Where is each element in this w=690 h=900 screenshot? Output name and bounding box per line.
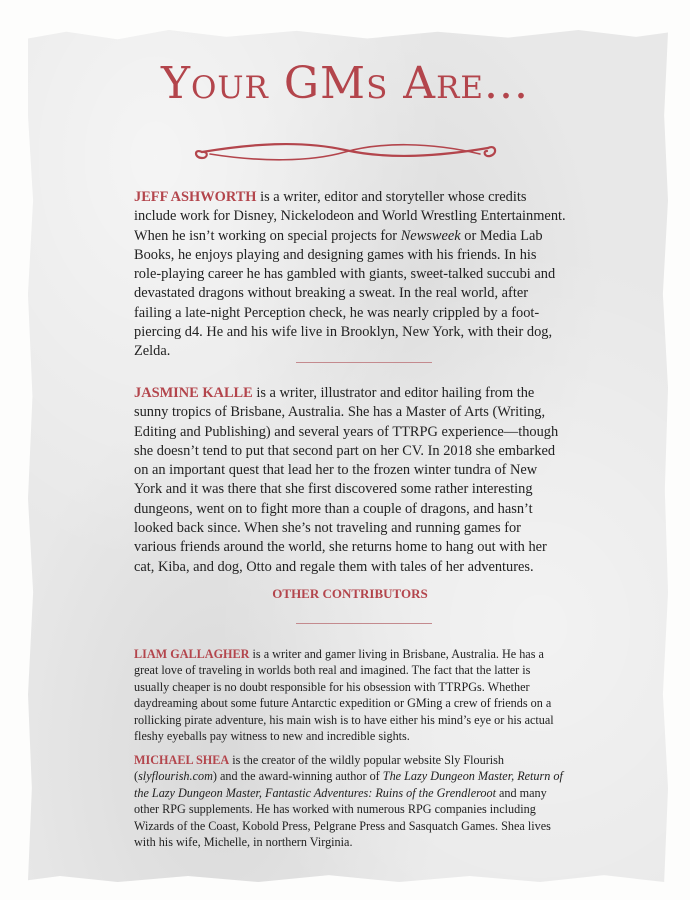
gm-bio-text: is a writer, illustrator and editor hailing from the sunny tropics of Brisbane, Australia. She has a Master of Arts (Writing, Editing and Publishing) and several years of TTRPG experience—though she doesn’t tend to put that second part on her CV. In 2018 she embarked on an important quest that lead her to the frozen winter tundra of New York and it was there that she first discovered some rather interesting dungeons, went on to fight more than a couple of dragons, and hasn’t looked back since. When she’s not traveling and running games for various friends around the world, she returns home to hang out with her cat, Kiba, and dog, Otto and regale them with tales of her adventures.	[134, 385, 559, 575]
gm-bio-text: is a writer, editor and storyteller whose credits include work for Disney, Nickelodeon and World Wrestling Entertainment. When he isn’t working on special projects for	[134, 189, 566, 244]
contributor-bio-text: and many other RPG supplements. He has worked with numerous RPG companies including Wizards of the Coast, Kobold Press, Pelgrane Press and Sasquatch Games. Shea lives with his wife, Michelle, in northern Virginia.	[134, 785, 551, 850]
contributor-bio-italic: The Lazy Dungeon Master, Return of the Lazy Dungeon Master, Fantastic Adventures: Ruins of the Grendleroot	[134, 769, 563, 800]
contributor-bio-text: is a writer and gamer living in Brisbane, Australia. He has a great love of traveling in worlds both real and imagined. The fact that the latter is usually cheaper is no doubt responsible for his obsession with TTRPGs. Whether daydreaming about some future Antarctic expedition or GMing a crew of friends on a rollicking pirate adventure, his main wish is to have either his mind’s eye or his actual fleshy eyeballs pay witness to new and incredible sights.	[134, 647, 554, 744]
other-contributors-heading: OTHER CONTRIBUTORS	[272, 586, 428, 601]
gm-bio-jeff-ashworth	[134, 188, 566, 362]
contributor-name: LIAM GALLAGHER	[134, 647, 250, 661]
gm-bio-text: or Media Lab Books, he enjoys playing and designing games with his friends. In his role-playing career he has gambled with giants, sweet-talked succubi and devastated dragons without breaking a sweat. In the real world, after failing a late-night Perception check, he was nearly crippled by a foot-piercing d4. He and his wife live in Brooklyn, New York, with their dog, Zelda.	[134, 227, 556, 360]
contributor-bio-michael-shea	[134, 752, 566, 850]
contributor-bio-liam-gallagher	[134, 646, 566, 744]
gm-name: JEFF ASHWORTH	[134, 189, 257, 205]
page-title: Your GMs Are...	[160, 58, 530, 109]
gm-name: JASMINE KALLE	[134, 385, 253, 401]
contributor-bio-text: ) and the award-winning author of	[212, 769, 383, 784]
contributor-name: MICHAEL SHEA	[134, 753, 230, 767]
section-divider	[296, 623, 432, 624]
gm-bio-italic: Newsweek	[400, 227, 461, 244]
flourish-divider-icon	[190, 132, 500, 168]
contributor-bio-italic: slyflourish.com	[138, 769, 213, 784]
section-divider	[296, 362, 432, 363]
contributor-bio-text: is the creator of the wildly popular website Sly Flourish (	[134, 753, 505, 784]
gm-bio-jasmine-kalle	[134, 384, 566, 577]
